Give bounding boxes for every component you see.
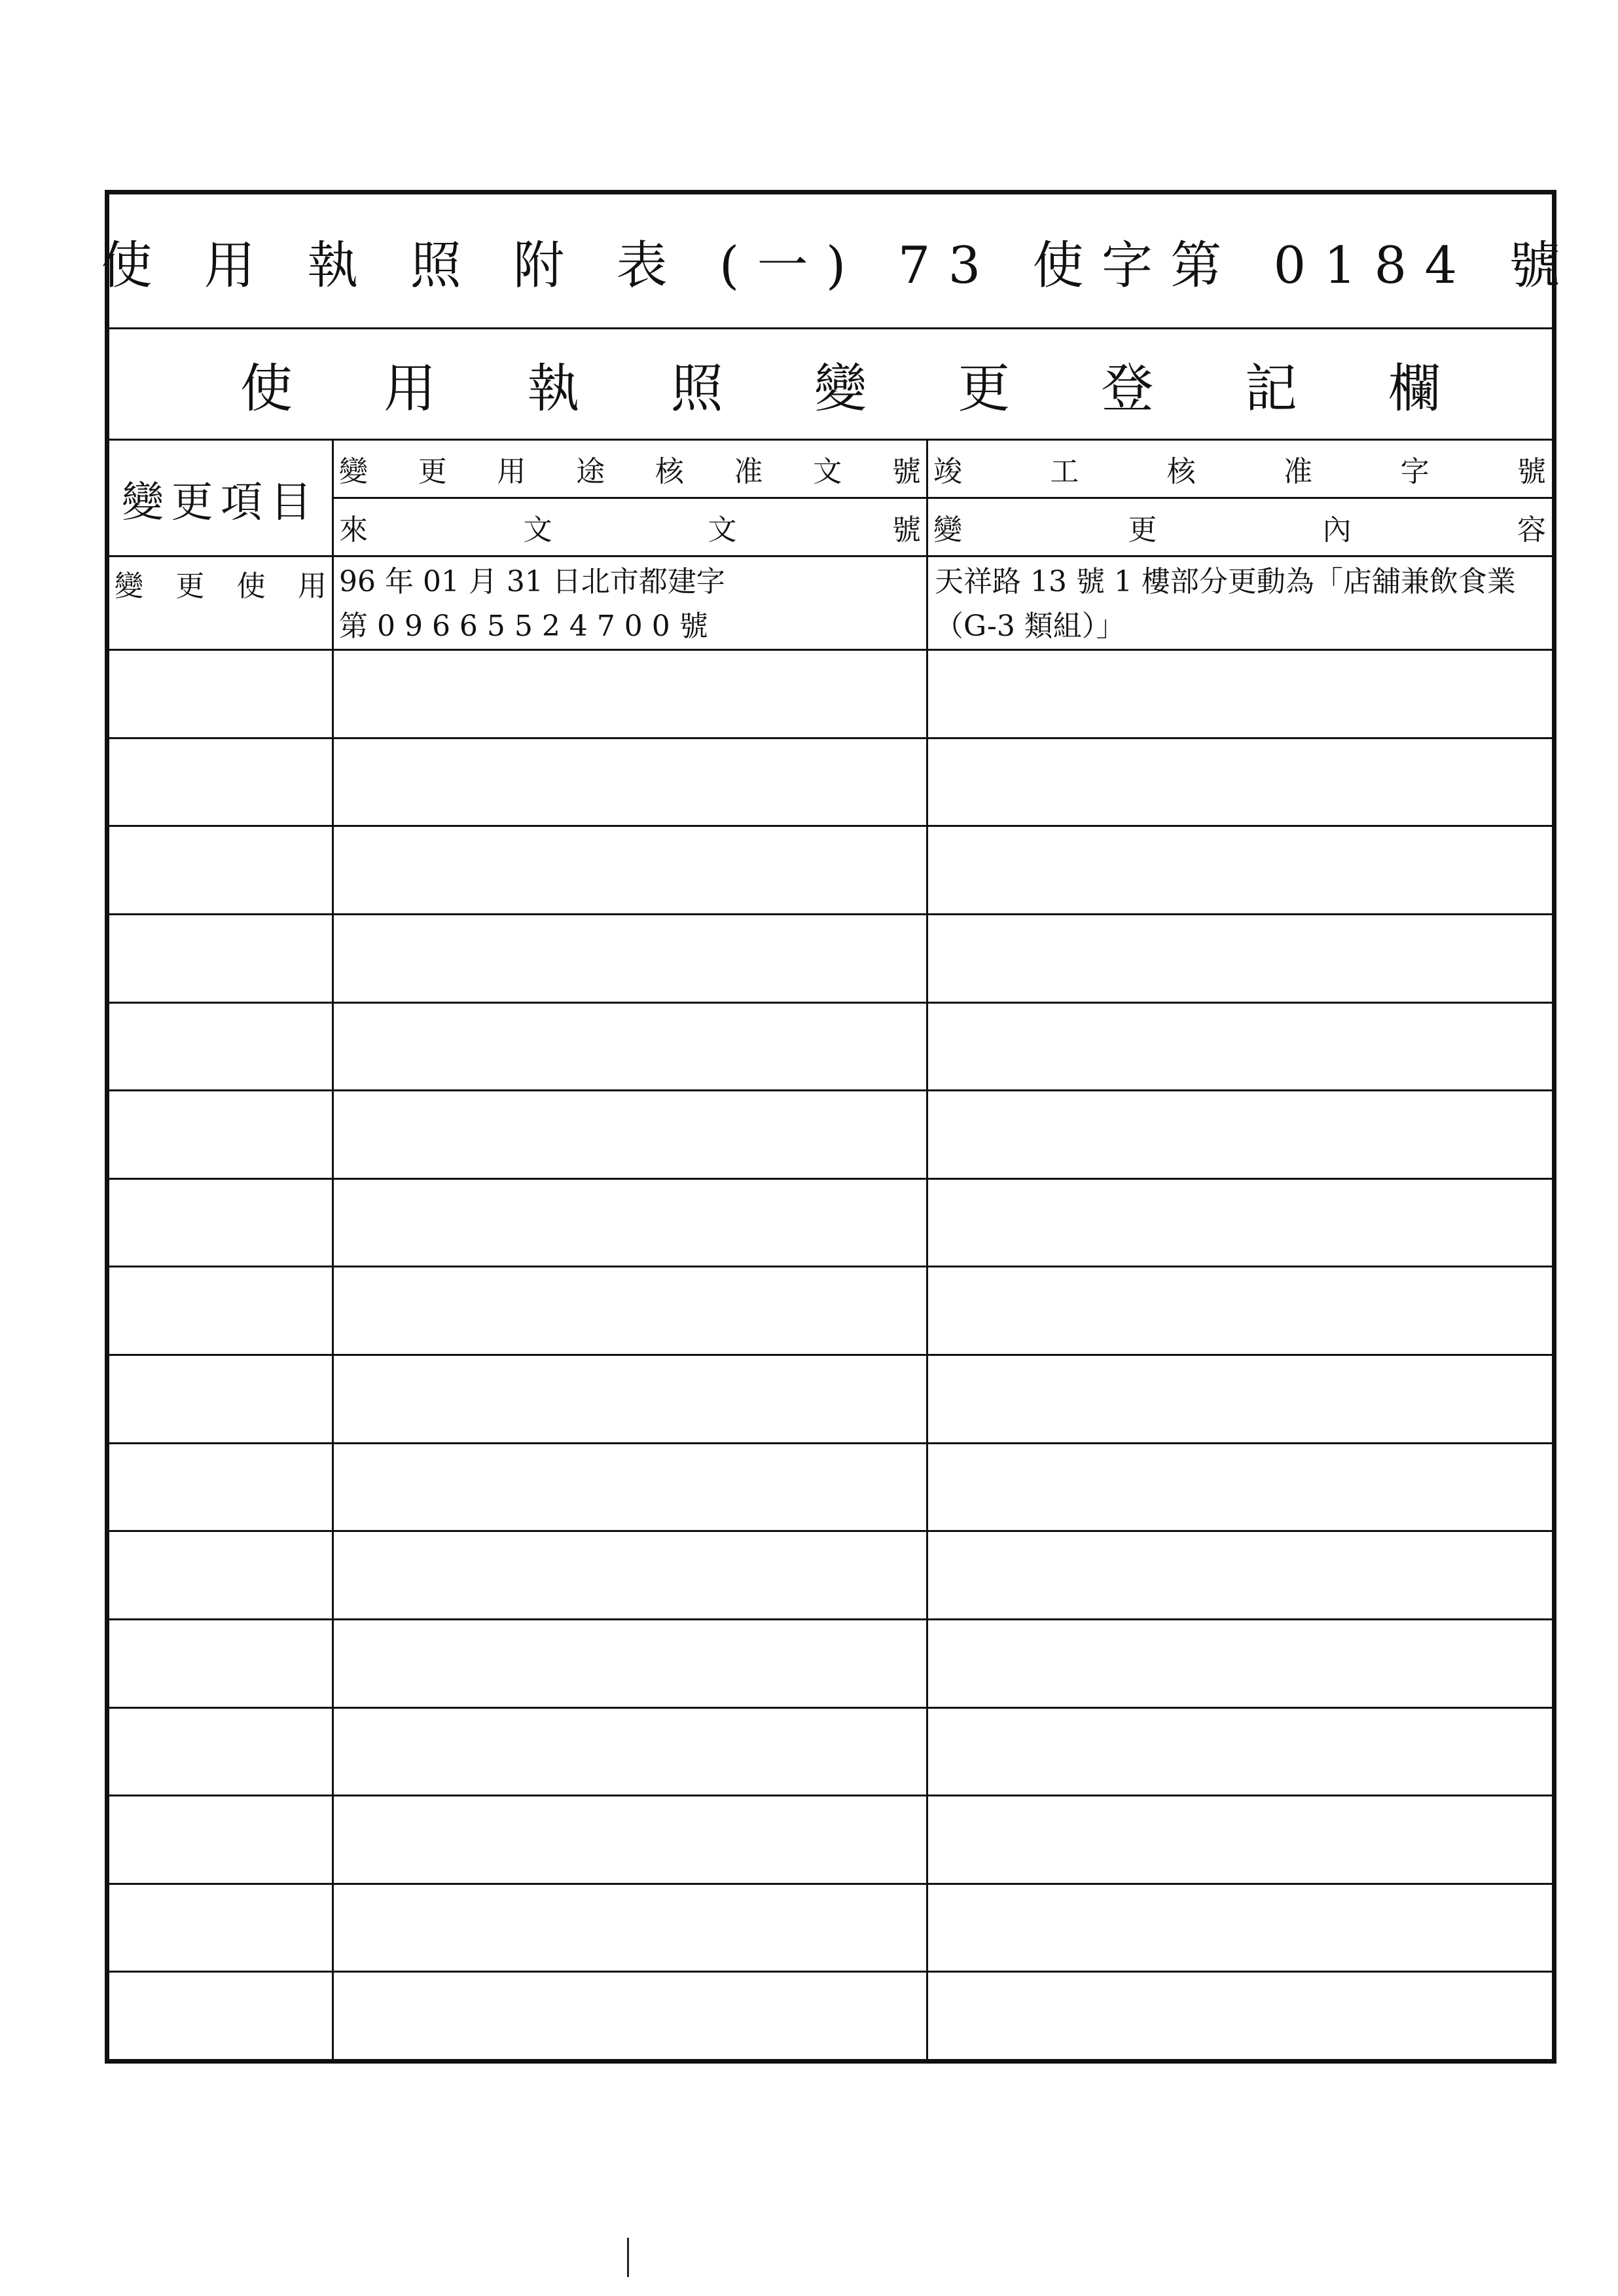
form-title-row <box>101 194 1578 329</box>
row-rule <box>109 1707 1552 1709</box>
scan-mark <box>627 2238 629 2277</box>
row-rule <box>109 1442 1552 1444</box>
row-rule <box>109 737 1552 739</box>
item-char: 變 <box>115 570 143 603</box>
item-char: 用 <box>297 570 327 603</box>
header-char: 更 <box>418 455 447 488</box>
subtitle-char: 記 <box>1244 358 1297 419</box>
header-char: 文 <box>708 513 737 547</box>
row-rule <box>109 913 1552 915</box>
incoming-doc-header <box>334 499 926 555</box>
row-rule <box>109 1530 1552 1532</box>
row-rule <box>109 1266 1552 1267</box>
row-rule <box>109 1618 1552 1620</box>
header-char: 工 <box>1050 455 1079 488</box>
subtitle-char: 登 <box>1101 358 1154 419</box>
header-char: 來 <box>339 513 368 547</box>
row-rule <box>109 1971 1552 1973</box>
register-form-frame <box>101 190 1578 2064</box>
subtitle-char: 欄 <box>1388 358 1441 419</box>
row-rule <box>109 1178 1552 1180</box>
header-char: 號 <box>1517 455 1546 488</box>
header-char: 容 <box>1517 513 1546 547</box>
header-char: 用 <box>497 455 526 488</box>
header-char: 准 <box>1284 455 1313 488</box>
header-char: 更 <box>1128 513 1157 547</box>
subtitle-char: 使 <box>240 358 293 419</box>
approval-doc-header <box>334 441 926 497</box>
subtitle-char: 用 <box>384 358 437 419</box>
form-title: 使 用 執 照 附 表 (一) 73 使字第 0184 號 <box>101 236 1578 295</box>
entry-item-cell <box>109 557 332 649</box>
row-rule <box>109 1089 1552 1091</box>
header-char: 途 <box>576 455 605 488</box>
entry-doc-line: 第 0 9 6 6 5 5 2 4 7 0 0 號 <box>339 610 708 643</box>
header-char: 號 <box>891 513 921 547</box>
entry-content-cell: 天祥路 13 號 1 樓部分更動為「店舖兼飲食業（G-3 類組）」 <box>935 565 1516 643</box>
header-char: 核 <box>655 455 684 488</box>
change-register-table <box>109 441 1552 2059</box>
row-rule <box>109 649 1552 651</box>
header-char: 核 <box>1166 455 1196 488</box>
header-char: 准 <box>734 455 763 488</box>
item-char: 使 <box>236 570 266 603</box>
header-char: 文 <box>813 455 842 488</box>
subtitle-char: 照 <box>670 358 723 419</box>
completion-doc-header <box>928 441 1551 497</box>
row-rule <box>109 825 1552 827</box>
row-rule <box>109 1795 1552 1796</box>
header-char: 字 <box>1400 455 1429 488</box>
subtitle-char: 變 <box>814 358 867 419</box>
column-divider <box>926 441 928 2059</box>
header-char: 號 <box>891 455 921 488</box>
row-rule <box>109 1002 1552 1004</box>
form-subtitle-row <box>109 329 1552 441</box>
header-char: 內 <box>1322 513 1352 547</box>
row-rule <box>109 1883 1552 1885</box>
header-char: 竣 <box>933 455 962 488</box>
header-char: 變 <box>339 455 368 488</box>
item-char: 更 <box>175 570 205 603</box>
subtitle-char: 更 <box>958 358 1011 419</box>
subtitle-char: 執 <box>527 358 580 419</box>
column-divider <box>332 441 334 2059</box>
change-content-header <box>928 499 1551 555</box>
header-char: 變 <box>933 513 962 547</box>
header-char: 文 <box>523 513 552 547</box>
item-column-header: 變更項目 <box>121 479 320 527</box>
entry-doc-cell <box>334 560 926 649</box>
entry-doc-line: 96 年 01 月 31 日北市都建字 <box>339 565 725 598</box>
row-rule <box>109 1354 1552 1356</box>
